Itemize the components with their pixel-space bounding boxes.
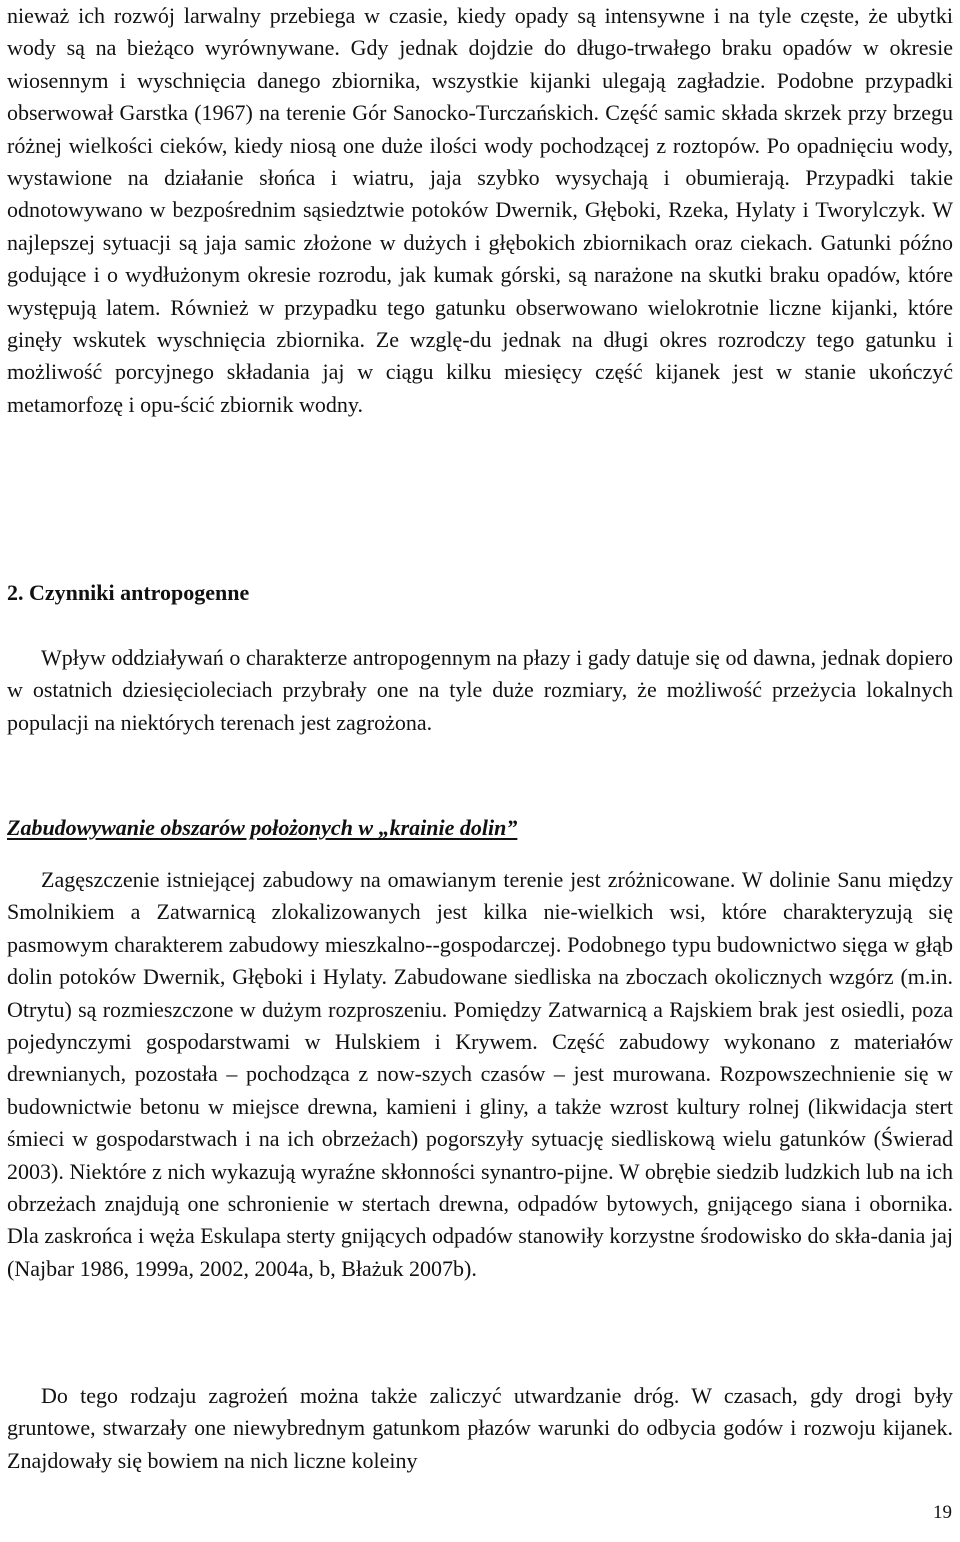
paragraph-settlement: Zagęszczenie istniejącej zabudowy na omawianym terenie jest zróżnicowane. W dolinie Sanu między Smolnikiem a Zatwarnicą zlokalizowanych jest kilka nie-wielkich wsi, które charakteryzują się pasmowym charakterem zabudowy mieszkalno--gospodarczej. Podobnego typu budownictwo sięga w głąb dolin potoków Dwernik, Głęboki i Hylaty. Zabudowane siedliska na zboczach okolicznych wzgórz (m.in. Otrytu) są rozmieszczone w dużym rozproszeniu. Pomiędzy Zatwarnicą a Rajskiem brak jest osiedli, poza pojedynczymi gospodarstwami w Hulskiem i Krywem. Część zabudowy wykonano z materiałów drewnianych, pozostała – pochodząca z now-szych czasów – jest murowana. Rozpowszechnienie się w budownictwie betonu w miejsce drewna, kamieni i gliny, a także wzrost kultury rolnej (likwidacja stert śmieci w gospodarstwach i na ich obrzeżach) pogorszyły sytuację siedliskową wielu gatunków (Świerad 2003). Niektóre z nich wykazują wyraźne skłonności synantro-pijne. W obrębie siedzib ludzkich lub na ich obrzeżach znajdują one schronienie w stertach drewna, odpadów bytowych, gnijącego siana i obornika. Dla zaskrońca i węża Eskulapa sterty gnijących odpadów stanowiły korzystne środowisko do skła-dania jaj (Najbar 1986, 1999a, 2002, 2004a, b, Błażuk 2007b).	[7, 867, 953, 1281]
paragraph-intro: Wpływ oddziaływań o charakterze antropogennym na płazy i gady datuje się od dawna, jednak dopiero w ostatnich dziesięcioleciach przybrały one na tyle duże rozmiary, że możliwość przeżycia lokalnych populacji na niektórych terenach jest zagrożona.	[7, 645, 953, 735]
paragraph-roads: Do tego rodzaju zagrożeń można także zaliczyć utwardzanie dróg. W czasach, gdy drogi były gruntowe, stwarzały one niewybrednym gatunkom płazów warunki do odbycia godów i rozwoju kijanek. Znajdowały się bowiem na nich liczne koleiny	[7, 1383, 953, 1473]
subsection-heading: Zabudowywanie obszarów położonych w „krainie dolin”	[7, 815, 518, 840]
paragraph-continued: nieważ ich rozwój larwalny przebiega w czasie, kiedy opady są intensywne i na tyle częste, że ubytki wody są na bieżąco wyrównywane. Gdy jednak dojdzie do długo-trwałego braku opadów w okresie wiosennym i wyschnięcia danego zbiornika, wszystkie kijanki ulegają zagładzie. Podobne przypadki obserwował Garstka (1967) na terenie Gór Sanocko-Turczańskich. Część samic składa skrzek przy brzegu różnej wielkości cieków, kiedy niosą one duże ilości wody pochodzącej z roztopów. Po opadnięciu wody, wystawione na działanie słońca i wiatru, jaja szybko wysychają i obumierają. Przypadki takie odnotowywano w bezpośrednim sąsiedztwie potoków Dwernik, Głęboki, Rzeka, Hylaty i Tworylczyk. W najlepszej sytuacji są jaja samic złożone w dużych i głębokich zbiornikach oraz ciekach. Gatunki późno godujące i o wydłużonym okresie rozrodu, jak kumak górski, są narażone na skutki braku opadów, które występują latem. Również w przypadku tego gatunku obserwowano wielokrotnie liczne kijanki, które ginęły wskutek wyschnięcia zbiornika. Ze wzglę-du jednak na długi okres rozrodczy tego gatunku i możliwość porcyjnego składania jaj w ciągu kilku miesięcy część kijanek jest w stanie ukończyć metamorfozę i opu-ścić zbiornik wodny.	[7, 3, 953, 417]
page-number: 19	[933, 1502, 952, 1523]
section-heading: 2. Czynniki antropogenne	[7, 580, 250, 605]
